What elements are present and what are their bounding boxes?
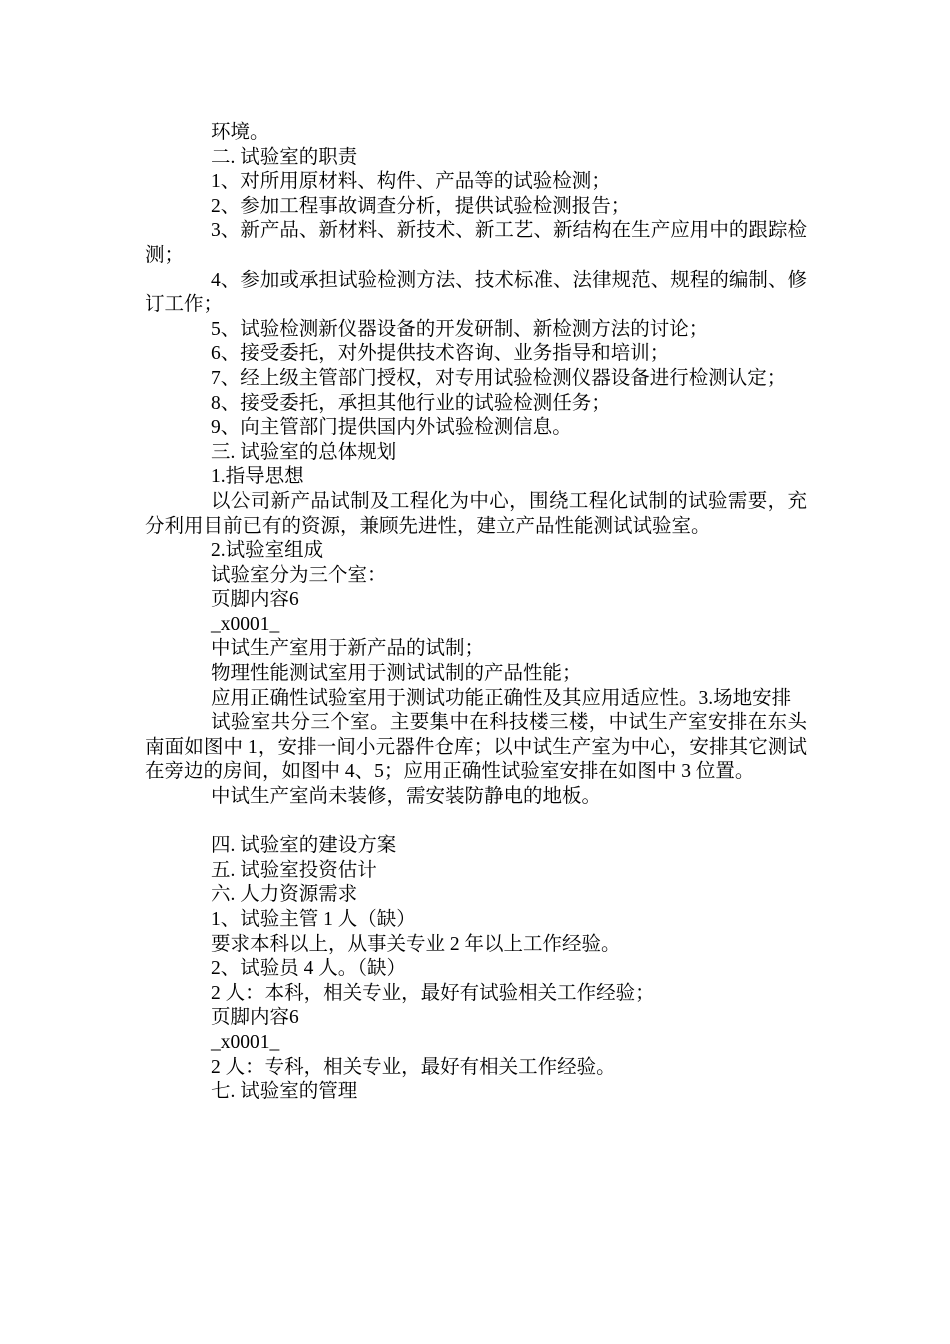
list-item: 7、经上级主管部门授权，对专用试验检测仪器设备进行检测认定； [211, 367, 787, 389]
list-item: 6、接受委托，对外提供技术咨询、业务指导和培训； [211, 343, 670, 365]
paragraph: 试验室共分三个室。主要集中在科技楼三楼，中试生产室安排在东头南面如图中 1，安排一间小元器件仓库；以中试生产室为中心，安排其它测试在旁边的房间，如图中 4、5；应用正确性试验室安排在如图中 3 位置。 [145, 712, 807, 783]
list-item: 4、参加或承担试验检测方法、技术标准、法律规范、规程的编制、修订工作； [145, 269, 807, 316]
paragraph: 中试生产室用于新产品的试制； [211, 638, 485, 660]
section-heading: 六. 人力资源需求 [211, 884, 358, 906]
paragraph: 物理性能测试室用于测试试制的产品性能； [211, 663, 582, 685]
section-heading: 五. 试验室投资估计 [211, 859, 377, 881]
paragraph: 要求本科以上，从事关专业 2 年以上工作经验。 [211, 933, 621, 955]
artifact-text: _x0001_ [211, 1031, 280, 1053]
paragraph: 环境。 [211, 122, 270, 143]
paragraph: 中试生产室尚未装修，需安装防静电的地板。 [211, 786, 602, 808]
list-item: 1、对所用原材料、构件、产品等的试验检测； [211, 171, 611, 193]
list-item: 1、试验主管 1 人（缺） [211, 909, 416, 930]
section-heading: 四. 试验室的建设方案 [211, 835, 397, 857]
list-item: 3、新产品、新材料、新技术、新工艺、新结构在生产应用中的跟踪检测； [145, 220, 807, 266]
list-item: 2、参加工程事故调查分析，提供试验检测报告； [211, 195, 631, 217]
footer-text: 页脚内容6 [211, 1007, 299, 1029]
paragraph: 试验室分为三个室： [211, 564, 387, 586]
blank-line [145, 810, 807, 835]
list-item: 9、向主管部门提供国内外试验检测信息。 [211, 417, 572, 439]
section-heading: 二. 试验室的职责 [211, 146, 358, 168]
subsection-heading: 1.指导思想 [211, 466, 304, 488]
document-body [145, 121, 807, 1105]
paragraph: 应用正确性试验室用于测试功能正确性及其应用适应性。3.场地安排 [211, 687, 792, 709]
subsection-heading: 2.试验室组成 [211, 540, 324, 562]
paragraph: 以公司新产品试制及工程化为中心，围绕工程化试制的试验需要，充分利用目前已有的资源，兼顾先进性，建立产品性能测试试验室。 [145, 490, 807, 537]
section-heading: 七. 试验室的管理 [211, 1081, 358, 1103]
section-heading: 三. 试验室的总体规划 [211, 441, 397, 463]
paragraph: 2 人：本科，相关专业，最好有试验相关工作经验； [211, 982, 655, 1004]
artifact-text: _x0001_ [211, 613, 280, 635]
paragraph: 2 人：专科，相关专业，最好有相关工作经验。 [211, 1056, 616, 1078]
list-item: 8、接受委托，承担其他行业的试验检测任务； [211, 392, 611, 414]
footer-text: 页脚内容6 [211, 589, 299, 611]
list-item: 5、试验检测新仪器设备的开发研制、新检测方法的讨论； [211, 318, 709, 340]
list-item: 2、试验员 4 人。（缺） [211, 958, 407, 980]
